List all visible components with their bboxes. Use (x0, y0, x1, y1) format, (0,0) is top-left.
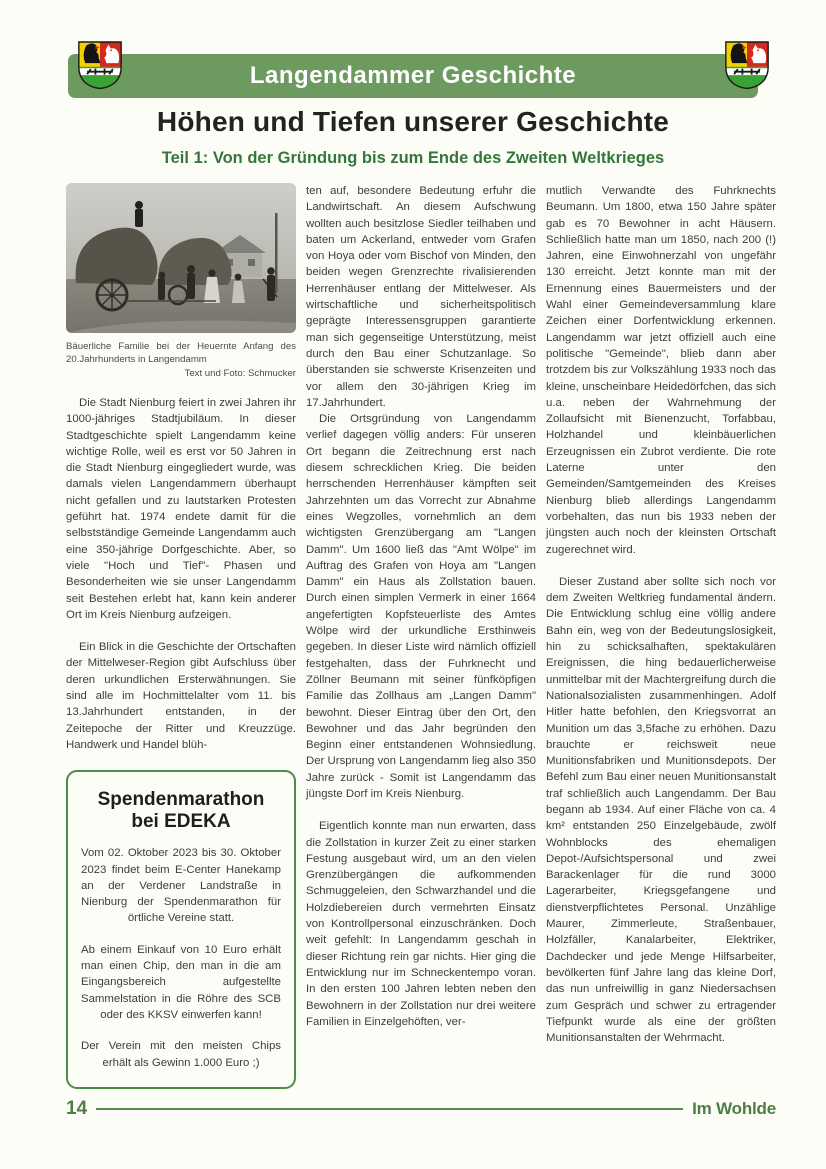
paragraph: Die Stadt Nienburg feiert in zwei Jahren ihr 1000-jähriges Stadtjubiläum. In dieser Stadtgeschichte spielt Langendamm keine wichtige Rolle, weil es erst vor 50 Jahren in die Stadt Nienburg eingegliedert wurde, was damals vielen Langendammern überhaupt nicht gefallen und zu lautstarken Protesten geführt hat. 1974 endete damit für die selbstständige Gemeinde Langendamm auch eine 350-jährige Dorfgeschichte. Aber, so viele "Hoch und Tief"- Phasen und Besonderheiten wie sie unser Langendamm seit Bestehen erlebt hat, kann kein anderer Ort im Kreis Nienburg aufzeigen. (66, 397, 296, 621)
infobox-paragraph: Ab einem Einkauf von 10 Euro erhält man einen Chip, den man in die am Eingangsbereich aufgestellte Sammelstation in die Röhre des SCB oder des KKSV einwerfen kann! (81, 943, 281, 1021)
photo-credit: Text und Foto: Schmucker (184, 368, 296, 379)
paragraph: Ein Blick in die Geschichte der Ortschaften der Mittelweser-Region gibt Aufschluss über deren urkundlichen Ersterwähnungen. Sie sind alle im Hochmittelalter vom 11. bis 13.Jahrhundert entstanden, in der Zeitepoche der Ritter und Kreuzzüge. Handwerk und Handel blüh- (66, 641, 296, 751)
man-on-haystack (135, 201, 143, 227)
header-banner (68, 54, 758, 98)
paragraph: mutlich Verwandte des Fuhrknechts Beumann. Um 1800, etwa 150 Jahre später gab es 70 Bewohner in acht Häusern. Schließlich hatte man um 1850, nach 200 (!) Jahren, eine Einwohnerzahl von ungefähr 130 erreicht. Jetzt konnte man mit der Ernennung eines Bauermeisters und der Wahl einer Gemeindeversammlung klare Zeichen einer Dorfentwicklung erkennen. Langendamm war jetzt offiziell auch eine politische "Gemeinde", blieb dann aber trotzdem bis zur Volkszählung 1933 noch das kleine, unscheinbare Heidedörfchen, das sich u.a. neben der Wahrnehmung der Zollaufsicht mit Bienenzucht, Torfabbau, Holzhandel und kleinbäuerlichen Erzeugnissen ein Zubrot verdiente. Die rote Laterne unter den Gemeinden/Samtgemeinden des Kreises Nienburg blieb allerdings Langendamm vorbehalten, das nun bis 1933 neben der jüngsten auch noch der kleinsten Ortschaft zugerechnet wird. (546, 185, 776, 556)
photo-caption: Bäuerliche Familie bei der Heuernte Anfang des 20.Jahrhunderts in Langendamm (66, 341, 296, 365)
page-title: Höhen und Tiefen unserer Geschichte (156, 106, 670, 137)
column-2 (306, 183, 536, 1089)
coat-of-arms-icon (724, 40, 770, 90)
paragraph: Eigentlich konnte man nun erwarten, dass die Zollstation in kurzer Zeit zu einer starken Festung ausgebaut wird, um an den vielen Grenzübergängen die aufkommenden Schmuggeleien, den Schwarzhandel und die Holzdiebereien durch vermehrten Einsatz von Kontrollpersonal einzuschränken. Doch weit gefehlt: In Langendamm geschah in dieser Richtung rein gar nichts. Hier ging die Entwicklung nur im Schneckentempo voran. In den ersten 100 Jahren lebten neben den Bewohnern in der Zollstation nur drei weitere Familien in Einzelgehöften, ver- (306, 820, 536, 1028)
footer-divider (96, 1108, 683, 1110)
infobox-paragraph: Der Verein mit den meisten Chips erhält als Gewinn 1.000 Euro ;) (81, 1040, 281, 1069)
paragraph: Dieser Zustand aber sollte sich noch vor dem Zweiten Weltkrieg fundamental ändern. Die Entwicklung schlug eine völlig andere Bahn ein, weg von der Bedeutungslosigkeit, hin zu schicksalhaften, spektakulären Ereignissen, die hing bedauerlicherweise unmittelbar mit der Machtergreifung durch die Nationalsozialisten zusammenhingen. Adolf Hitler hatte befohlen, den Kriegsvorrat an Munition um das 3,5fache zu erhöhen. Dazu brauchte er reichsweit neue Munitionsfabriken und Munitionsdepots. Der Befehl zum Bau einer neuen Munitionsanstalt traf schließlich auch Langendamm. Der Bau begann ab 1934. Auf einer Fläche von ca. 4 km² entstanden 250 Einzelgebäude, zwölf Wohnblocks des ehemaligen Depot-/Aufsichtspersonal und zwei Barackenlager für die rund 3000 Lagerarbeiter, Kriegsgefangene und dienstverpflichtetes Personal. Unzählige Maurer, Zimmerleute, Straßenbauer, Holzfäller, Kanalarbeiter, Elektriker, Dachdecker und jede Menge Hilfsarbeiter, bevölkerten fünf Jahre lang das kleine Dorf, das nun unfreiwillig in ganz Niedersachsen zum Gespräch und schwer zu ertragender Tiefpunkt wurde als eine der größten Munitionsanstalten der Wehrmacht. (546, 575, 776, 1045)
pole (275, 213, 278, 293)
infobox-paragraph: Vom 02. Oktober 2023 bis 30. Oktober 2023 findet beim E-Center Hanekamp an der Verdener Landstraße in Nienburg der Spendenmarathon für örtliche Vereine statt. (81, 847, 281, 925)
article-body (66, 183, 776, 1089)
hay-harvest-photo-illustration (66, 183, 296, 333)
horse-eye (110, 49, 112, 51)
historical-photo (66, 183, 296, 333)
column-3 (546, 183, 776, 1089)
column-1 (66, 183, 296, 1089)
edeka-donation-infobox (66, 770, 296, 1089)
infobox-title: Spendenmarathon bei EDEKA (97, 789, 265, 833)
page-subtitle: Teil 1: Von der Gründung bis zum Ende des Zweiten Weltkrieges (161, 149, 665, 167)
banner-title: Langendammer Geschichte (249, 62, 577, 89)
page-number: 14 (66, 1098, 88, 1119)
page-footer (66, 1098, 776, 1120)
coat-of-arms-icon (77, 40, 123, 90)
paragraph: ten auf, besondere Bedeutung erfuhr die Landwirtschaft. An diesem Aufschwung wollten auch besitzlose Siedler teilhaben und baten um Ackerland, entweder vom Grafen von Hoya oder vom Bischof von Minden, den beiden wegen Grenzrechte rivalisierenden Herrenhäuser entlang der Mittelweser. Als wirtschaftliche und sicherheitspolitisch geprägte Interessensgruppen garantierte man sich gegenseitige Unterstützung, meist durch den Bau einer Schutzanlage. So überstanden sie schwerste Krisenzeiten und vor allem den 30-jährigen Krieg im 17.Jahrhundert. (306, 185, 536, 409)
magazine-name: Im Wohlde (692, 1099, 776, 1118)
paragraph: Die Ortsgründung von Langendamm verlief dagegen völlig anders: Für unseren Ort begann die Zeitrechnung erst nach diesem schrecklichen Krieg. Die beiden herrschenden Herrenhäuser kämpften seit Jahrzehnten um das Vorrecht zur Abnahme eines Wegzolles, vornehmlich an dem wichtigsten Grenzübergang am "Langen Damm". Um 1600 ließ das "Amt Wölpe" im Auftrag des Grafen von Hoya am "Langen Damm" ein Haus als Zollstation bauen. Durch einen simplen Vermerk in einer 1664 angefertigten Kopfsteuerliste des Amtes Wölpe wird der urkundliche Ersthinweis gegeben. In dieser Liste wird nämlich offiziell festgehalten, dass der Fuhrknecht und Zöllner Beumann mit seiner fünfköpfigen Familie das Zollhaus am „Langen Damm" bewohnt. Dieser Eintrag über den Ort, den Bewohner und das Jahr begründen den Beginn einer entstandenen Wohnsiedlung. Der Ursprung von Langendamm lieg also 350 Jahre zurück - Somit ist Langendamm das jüngste Dorf im Kreis Nienburg. (306, 413, 536, 800)
